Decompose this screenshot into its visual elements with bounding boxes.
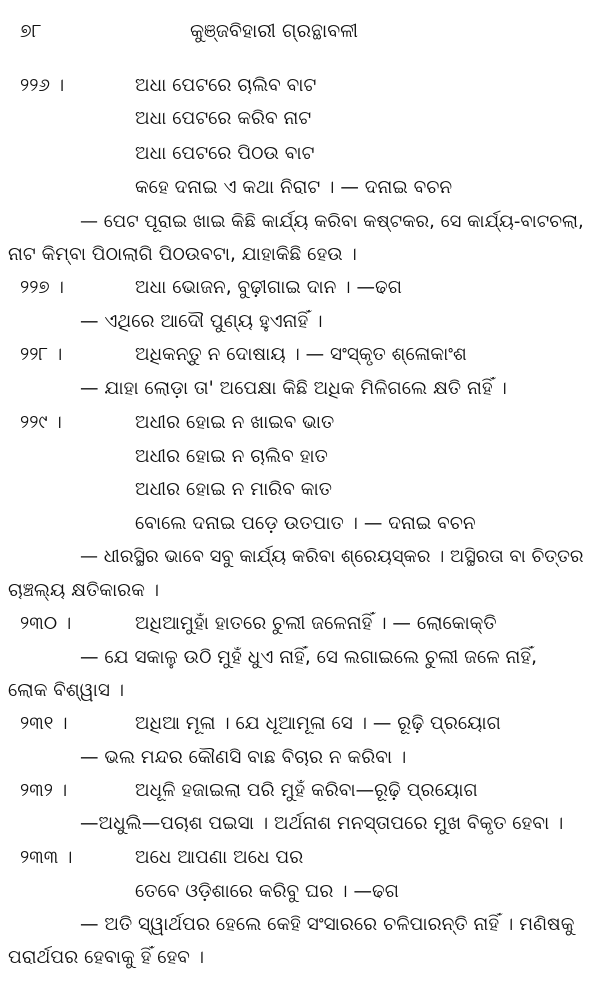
verse-line: ଅଧୀର ହୋଇ ନ ଚାଲିବ ହାତ [135, 446, 328, 467]
verse-line: ଅଧା ପେଟରେ କରିବ ନାଟ [135, 108, 312, 129]
verse-line: ଅଧିଆ ମୂଳା । ଯେ ଧୂଆମୂଳା ସେ । — ରୂଢ଼ି ପ୍ରୟୋଗ [135, 713, 501, 734]
explanation-line: ପରାର୍ଥପର ହେବାକୁ ହିଁ ହେବ । [8, 947, 205, 968]
entry-number: ୨୩୨ । [20, 780, 68, 801]
entry-number: ୨୨୯ । [20, 412, 62, 433]
entry-number: ୨୩୩ । [20, 847, 73, 868]
verse-line: ଅଧା ଭୋଜନ, ବୁଢ଼ୀଗାଇ ଦାନ । —ଢଗ [135, 277, 402, 298]
running-title: କୁଞ୍ଜବିହାରୀ ଗ୍ରନ୍ଥାବଳୀ [190, 20, 359, 42]
verse-line: ଅଧୀର ହୋଇ ନ ମାରିବ କାତ [135, 479, 332, 500]
verse-line: ଅଧେ ଆପଣା ଅଧେ ପର [135, 847, 304, 868]
entry-number: ୨୩୧ । [20, 713, 68, 734]
verse-line: ଅଧିକନ୍ତୁ ନ ଦୋଷାୟ । — ସଂସ୍କୃତ ଶ୍ଳୋକାଂଶ [135, 344, 467, 365]
page-number: ୭୮ [20, 20, 42, 42]
entry-number: ୨୨୭ । [20, 277, 64, 298]
verse-line: ଅଧିଆମୁହାଁ ହାତରେ ଚୁଲୀ ଜଳେନାହିଁ । — ଲୋକୋକ୍ତି [135, 613, 497, 634]
entry-number: ୨୨୬ । [20, 75, 65, 96]
entry-number: ୨୩୦ । [20, 613, 72, 634]
explanation-line: —ଅଧୁଲି—ପଚାଶ ପଇସା । ଅର୍ଥନାଶ ମନସ୍ତାପରେ ମୁଖ ବିକୃତ ହେବା । [80, 813, 564, 834]
verse-line: ଅଧା ପେଟରେ ଚାଲିବ ବାଟ [135, 75, 317, 96]
explanation-line: — ଧୀରସ୍ଥିର ଭାବେ ସବୁ କାର୍ଯ୍ୟ କରିବା ଶ୍ରେୟସ୍କର । ଅସ୍ଥିରତା ବା ଚିତ୍ତର [80, 546, 584, 567]
entry-number: ୨୨୮ । [20, 344, 63, 365]
verse-line: ବୋଲେ ଦନାଇ ପଡ଼େ ଉତପାତ । — ଦନାଇ ବଚନ [135, 513, 476, 534]
explanation-line: ଲୋକ ବିଶ୍ୱାସ । [8, 680, 125, 701]
explanation-line: — ଏଥିରେ ଆଦୌ ପୁଣ୍ୟ ହୁଏନାହିଁ । [80, 311, 323, 332]
verse-line: ଅଧୂଳି ହଜାଇଲା ପରି ମୁହଁ କରିବା—ରୂଢ଼ି ପ୍ରୟୋଗ [135, 780, 478, 801]
explanation-line: — ଯେ ସକାଳୁ ଉଠି ମୁହଁ ଧୁଏ ନାହିଁ, ସେ ଲଗାଇଲେ ଚୁଲୀ ଜଳେ ନାହିଁ, [80, 647, 537, 668]
verse-line: ତେବେ ଓଡ଼ିଶାରେ କରିବୁ ଘର । —ଢଗ [135, 881, 399, 902]
explanation-line: ନାଟ କିମ୍ବା ପିଠାଲାଗି ପିଠଉବଟା, ଯାହାକିଛି ହେଉ । [8, 244, 357, 265]
verse-line: ଅଧା ପେଟରେ ପିଠଉ ବାଟ [135, 143, 315, 164]
verse-line: ଅଧୀର ହୋଇ ନ ଖାଇବ ଭାତ [135, 412, 335, 433]
explanation-line: — ପେଟ ପୂରାଇ ଖାଇ କିଛି କାର୍ଯ୍ୟ କରିବା କଷ୍ଟକର, ସେ କାର୍ଯ୍ୟ-ବାଟଚଲା, [80, 211, 584, 232]
verse-line: କହେ ଦନାଇ ଏ କଥା ନିରାଟ । — ଦନାଇ ବଚନ [135, 177, 453, 198]
explanation-line: — ଭଲ ମନ୍ଦର କୌଣସି ବାଛ ବିଚାର ନ କରିବା । [80, 747, 407, 768]
explanation-line: ଚାଞ୍ଚଲ୍ୟ କ୍ଷତିକାରକ । [8, 580, 160, 601]
explanation-line: — ଅତି ସ୍ୱାର୍ଥପର ହେଲେ କେହି ସଂସାରରେ ଚଳିପାରନ୍ତି ନାହିଁ । ମଣିଷକୁ [80, 914, 575, 935]
explanation-line: — ଯାହା ଲୋଡ଼ା ତା' ଅପେକ୍ଷା କିଛି ଅଧିକ ମିଳିଗଲେ କ୍ଷତି ନାହିଁ । [80, 378, 507, 399]
